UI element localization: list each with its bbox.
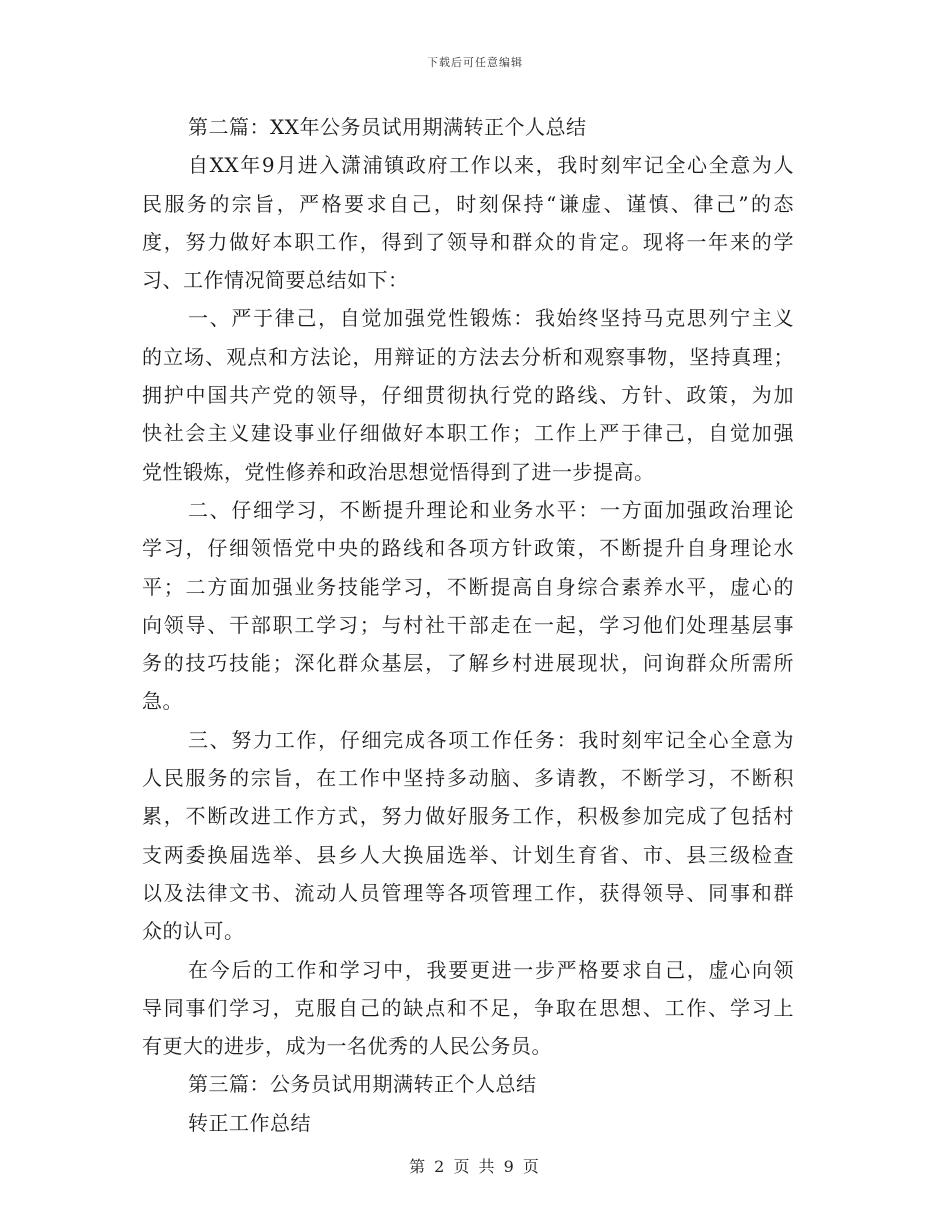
body-line: 二、仔细学习，不断提升理论和业务水平：一方面加强政治理论 [188,497,794,522]
body-line: 民服务的宗旨，严格要求自己，时刻保持“谦虚、谨慎、律己”的态 [142,191,794,216]
body-line: 众的认可。 [142,919,245,944]
body-line: 自XX年9月进入潇浦镇政府工作以来，我时刻牢记全心全意为人 [188,153,794,178]
page-header-note: 下载后可任意编辑 [427,56,523,69]
section-heading-2: 第二篇：XX年公务员试用期满转正个人总结 [188,115,587,139]
body-line: 度，努力做好本职工作，得到了领导和群众的肯定。现将一年来的学 [142,229,794,254]
body-line: 拥护中国共产党的领导，仔细贯彻执行党的路线、方针、政策，为加 [142,383,794,408]
body-line: 的立场、观点和方法论，用辩证的方法去分析和观察事物，坚持真理； [142,344,794,369]
body-line: 快社会主义建设事业仔细做好本职工作；工作上严于律己，自觉加强 [142,421,794,446]
body-line: 导同事们学习，克服自己的缺点和不足，争取在思想、工作、学习上 [142,995,794,1020]
section-heading-3: 第三篇：公务员试用期满转正个人总结 [188,1072,537,1097]
body-line: 人民服务的宗旨，在工作中坚持多动脑、多请教，不断学习，不断积 [142,766,794,791]
body-line: 三、努力工作，仔细完成各项工作任务：我时刻牢记全心全意为 [188,727,794,752]
body-line: 在今后的工作和学习中，我要更进一步严格要求自己，虚心向领 [188,957,794,982]
body-line: 平；二方面加强业务技能学习，不断提高自身综合素养水平，虚心的 [142,574,794,599]
body-line: 党性锻炼，党性修养和政治思想觉悟得到了进一步提高。 [142,459,655,484]
document-body [142,108,794,1142]
subsection-heading: 转正工作总结 [188,1110,311,1135]
body-line: 学习，仔细领悟党中央的路线和各项方针政策，不断提升自身理论水 [142,536,794,561]
body-line: 以及法律文书、流动人员管理等各项管理工作，获得领导、同事和群 [142,880,794,905]
body-line: 向领导、干部职工学习；与村社干部走在一起，学习他们处理基层事 [142,612,794,637]
body-line: 有更大的进步，成为一名优秀的人民公务员。 [142,1034,552,1059]
body-line: 支两委换届选举、县乡人大换届选举、计划生育省、市、县三级检查 [142,842,794,867]
body-line: 累，不断改进工作方式，努力做好服务工作，积极参加完成了包括村 [142,804,794,829]
page-number-footer: 第 2 页 共 9 页 [409,1157,541,1176]
body-line: 一、严于律己，自觉加强党性锻炼：我始终坚持马克思列宁主义 [188,306,794,331]
body-line: 习、工作情况简要总结如下： [142,268,409,293]
body-line: 急。 [142,689,183,714]
body-line: 务的技巧技能；深化群众基层，了解乡村进展现状，问询群众所需所 [142,651,794,676]
